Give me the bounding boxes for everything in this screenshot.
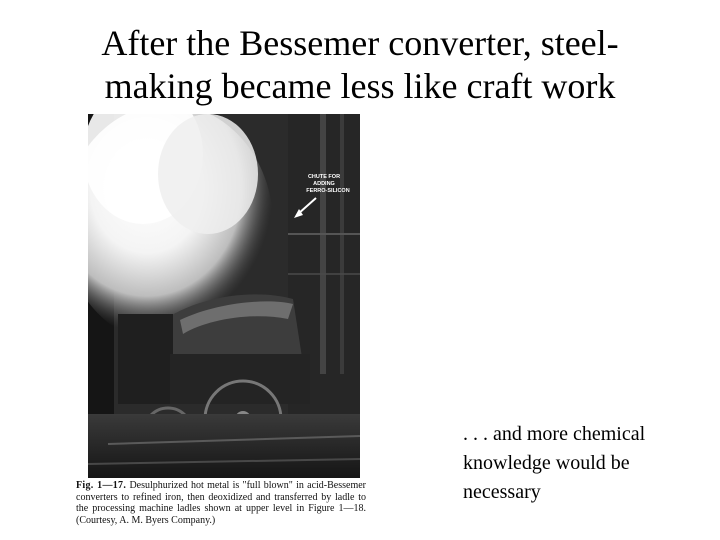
chute-label-line-3: FERRO-SILICON — [306, 188, 350, 194]
bessemer-converter-photo — [88, 114, 360, 478]
side-note-line-2: knowledge would be — [463, 452, 630, 474]
photo-illustration — [88, 114, 360, 478]
side-note — [463, 420, 713, 507]
figure-label: Fig. 1—17. — [76, 480, 127, 491]
slide-title — [0, 22, 720, 108]
slide-title-line-2: making became less like craft work — [104, 66, 616, 106]
chute-label-line-1: CHUTE FOR — [307, 174, 341, 180]
side-note-line-3: necessary — [463, 481, 541, 503]
figure-caption-text: Desulphurized hot metal is "full blown" in acid-Bessemer converters to refined iron, then deoxidized and transferred by ladle to the processing machine ladles shown at upper level in Figure 1—18. (Courtesy, A. M. Byers Company.) — [76, 480, 367, 526]
side-note-line-1: . . . and more chemical — [463, 423, 646, 445]
chute-label-line-2: ADDING — [313, 181, 335, 187]
slide-title-line-1: After the Bessemer converter, steel- — [101, 23, 619, 63]
figure-caption — [76, 480, 366, 526]
